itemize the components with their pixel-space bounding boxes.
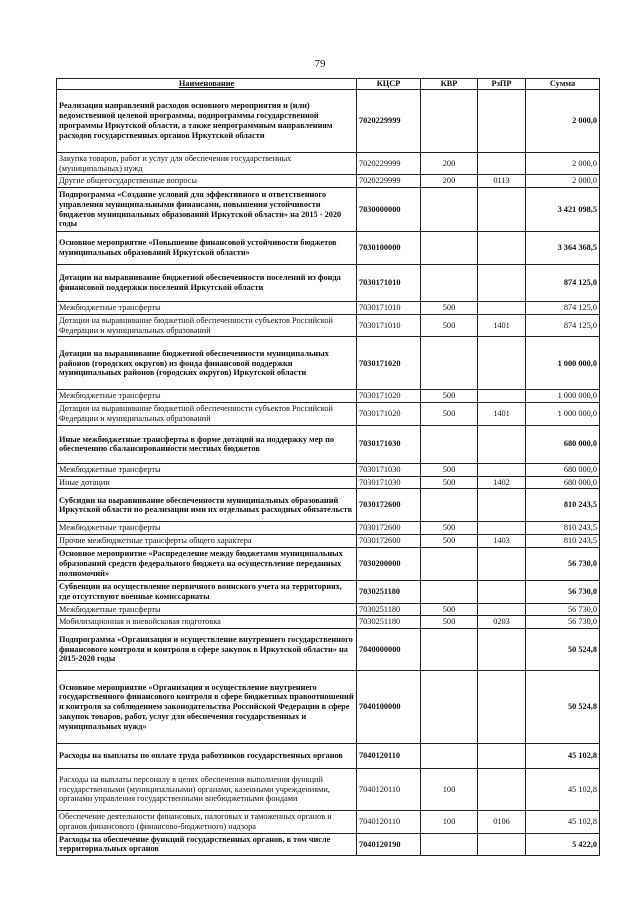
row-kcsr: 7030251180	[357, 616, 421, 629]
row-sum: 810 243,5	[526, 489, 600, 522]
row-name: Дотации на выравнивание бюджетной обеспеченности поселений из фонда финансовой поддержки поселений Иркутской области	[57, 265, 357, 302]
row-name: Межбюджетные трансферты	[57, 463, 357, 476]
table-row	[57, 522, 600, 535]
table-row	[57, 671, 600, 744]
row-sum: 874 125,0	[526, 314, 600, 337]
table-row	[57, 403, 600, 426]
row-kcsr: 7030171030	[357, 476, 421, 489]
row-kvr	[421, 629, 478, 671]
row-rzpr	[478, 833, 526, 856]
row-name: Подпрограмма «Организация и осуществление внутреннего государственного финансового контроля и контроля в сфере закупок в Иркутской области» на 2015-2020 годы	[57, 629, 357, 671]
page-number: 79	[314, 58, 326, 70]
row-sum: 5 422,0	[526, 833, 600, 856]
row-rzpr: 0203	[478, 616, 526, 629]
row-rzpr	[478, 232, 526, 265]
row-kvr: 500	[421, 403, 478, 426]
row-kcsr: 7030000000	[357, 188, 421, 232]
row-rzpr	[478, 265, 526, 302]
row-kcsr: 7020229999	[357, 152, 421, 175]
row-kvr: 200	[421, 152, 478, 175]
row-kvr: 500	[421, 463, 478, 476]
row-sum: 45 102,8	[526, 769, 600, 811]
row-sum: 1 000 000,0	[526, 390, 600, 403]
row-name: Межбюджетные трансферты	[57, 390, 357, 403]
row-rzpr: 1401	[478, 314, 526, 337]
row-kvr: 500	[421, 522, 478, 535]
row-sum: 56 730,0	[526, 547, 600, 580]
row-sum: 1 000 000,0	[526, 403, 600, 426]
row-kcsr: 7030172600	[357, 489, 421, 522]
row-rzpr: 1401	[478, 403, 526, 426]
table-row	[57, 425, 600, 463]
row-rzpr	[478, 671, 526, 744]
row-kcsr: 7030171010	[357, 265, 421, 302]
row-kcsr: 7030172600	[357, 522, 421, 535]
table-header-row	[57, 79, 600, 90]
row-kvr	[421, 833, 478, 856]
row-name: Закупка товаров, работ и услуг для обеспечения государственных (муниципальных) нужд	[57, 152, 357, 175]
row-rzpr	[478, 547, 526, 580]
row-name: Субвенции на осуществление первичного воинского учета на территориях, где отсутствуют военные комиссариаты	[57, 580, 357, 603]
row-kcsr: 7030171020	[357, 403, 421, 426]
table-row	[57, 535, 600, 548]
table-row	[57, 337, 600, 390]
row-name: Обеспечение деятельности финансовых, налоговых и таможенных органов и органов финансового (финансово-бюджетного) надзора	[57, 811, 357, 834]
row-kcsr: 7040120110	[357, 744, 421, 769]
row-rzpr	[478, 629, 526, 671]
row-sum: 45 102,8	[526, 744, 600, 769]
row-name: Основное мероприятие «Распределение между бюджетами муниципальных образований средств федерального бюджета на осуществление переданных полномочий»	[57, 547, 357, 580]
row-kvr	[421, 671, 478, 744]
table-row	[57, 489, 600, 522]
row-rzpr	[478, 390, 526, 403]
row-name: Другие общегосударственные вопросы	[57, 175, 357, 188]
table-row	[57, 616, 600, 629]
row-name: Межбюджетные трансферты	[57, 603, 357, 616]
row-kvr: 500	[421, 476, 478, 489]
table-row	[57, 463, 600, 476]
table-row	[57, 744, 600, 769]
row-sum: 56 730,0	[526, 580, 600, 603]
table-row	[57, 603, 600, 616]
row-sum: 874 125,0	[526, 302, 600, 315]
row-kcsr: 7040100000	[357, 671, 421, 744]
row-kvr	[421, 489, 478, 522]
row-kvr	[421, 265, 478, 302]
row-kcsr: 7040120190	[357, 833, 421, 856]
row-kvr	[421, 547, 478, 580]
row-rzpr	[478, 744, 526, 769]
row-sum: 56 730,0	[526, 616, 600, 629]
row-kcsr: 7030171030	[357, 463, 421, 476]
table-row	[57, 152, 600, 175]
table-row	[57, 302, 600, 315]
row-rzpr	[478, 337, 526, 390]
header-name: Наименование	[57, 79, 357, 90]
header-sum: Сумма	[526, 79, 600, 90]
row-kvr	[421, 337, 478, 390]
row-name: Дотации на выравнивание бюджетной обеспеченности муниципальных районов (городских округов) из фонда финансовой поддержки муниципальных районов (городских округов) Иркутской области	[57, 337, 357, 390]
row-rzpr	[478, 425, 526, 463]
row-name: Иные межбюджетные трансферты в форме дотаций на поддержку мер по обеспечению сбалансированности местных бюджетов	[57, 425, 357, 463]
row-rzpr: 1402	[478, 476, 526, 489]
row-rzpr: 1403	[478, 535, 526, 548]
row-kvr	[421, 89, 478, 152]
row-rzpr	[478, 769, 526, 811]
row-kvr: 100	[421, 769, 478, 811]
row-rzpr	[478, 489, 526, 522]
row-name: Иные дотации	[57, 476, 357, 489]
table-row	[57, 232, 600, 265]
row-kcsr: 7030100000	[357, 232, 421, 265]
row-kcsr: 7030171020	[357, 390, 421, 403]
row-sum: 2 000,0	[526, 89, 600, 152]
row-name: Расходы на выплаты персоналу в целях обеспечения выполнения функций государственными (муниципальными) органами, казенными учреждениями, органами управления государственными внебюджетными фондами	[57, 769, 357, 811]
row-rzpr	[478, 152, 526, 175]
row-sum: 810 243,5	[526, 522, 600, 535]
row-kvr	[421, 580, 478, 603]
table-row	[57, 769, 600, 811]
row-sum: 810 243,5	[526, 535, 600, 548]
table-row	[57, 175, 600, 188]
row-kcsr: 7040000000	[357, 629, 421, 671]
row-name: Реализация направлений расходов основного мероприятия и (или) ведомственной целевой программы, подпрограммы государственной программы Иркутской области, а также непрограммным направлениям расходов государственных органов Иркутской области	[57, 89, 357, 152]
row-name: Основное мероприятие «Повышение финансовой устойчивости бюджетов муниципальных образований Иркутской области»	[57, 232, 357, 265]
row-rzpr	[478, 522, 526, 535]
row-rzpr	[478, 463, 526, 476]
row-kcsr: 7030200000	[357, 547, 421, 580]
row-sum: 680 000,0	[526, 463, 600, 476]
table-row	[57, 188, 600, 232]
row-kvr: 500	[421, 314, 478, 337]
row-name: Подпрограмма «Создание условий для эффективного и ответственного управления муниципальными финансами, повышения устойчивости бюджетов муниципальных образований Иркутской области» на 2015 - 2020 годы	[57, 188, 357, 232]
row-kcsr: 7030251180	[357, 603, 421, 616]
row-kcsr: 7040120110	[357, 769, 421, 811]
row-rzpr	[478, 188, 526, 232]
row-name: Субсидии на выравнивание обеспеченности муниципальных образований Иркутской области по реализации ими их отдельных расходных обязательств	[57, 489, 357, 522]
row-sum: 874 125,0	[526, 265, 600, 302]
row-kvr	[421, 744, 478, 769]
table-row	[57, 476, 600, 489]
row-sum: 2 000,0	[526, 152, 600, 175]
table-row	[57, 833, 600, 856]
row-name: Основное мероприятие «Организация и осуществление внутреннего государственного финансового контроля в сфере бюджетных правоотношений и контроля за соблюдением законодательства Российской Федерации в сфере закупок товаров, работ, услуг для обеспечения государственных и муниципальных нужд»	[57, 671, 357, 744]
table-row	[57, 811, 600, 834]
row-name: Мобилизационная и вневойсковая подготовка	[57, 616, 357, 629]
row-rzpr: 0113	[478, 175, 526, 188]
row-kcsr: 7020229999	[357, 89, 421, 152]
table-row	[57, 580, 600, 603]
row-kcsr: 7030171010	[357, 302, 421, 315]
row-sum: 56 730,0	[526, 603, 600, 616]
row-kvr: 100	[421, 811, 478, 834]
row-rzpr	[478, 580, 526, 603]
row-name: Расходы на выплаты по оплате труда работников государственных органов	[57, 744, 357, 769]
budget-table	[56, 78, 600, 856]
row-sum: 680 000,0	[526, 476, 600, 489]
row-kvr: 200	[421, 175, 478, 188]
row-name: Межбюджетные трансферты	[57, 302, 357, 315]
table-row	[57, 89, 600, 152]
row-rzpr	[478, 603, 526, 616]
row-kcsr: 7030172600	[357, 535, 421, 548]
table-row	[57, 547, 600, 580]
row-rzpr	[478, 302, 526, 315]
row-kcsr: 7030171010	[357, 314, 421, 337]
row-sum: 2 000,0	[526, 175, 600, 188]
row-kcsr: 7020229999	[357, 175, 421, 188]
row-kvr	[421, 188, 478, 232]
header-rzpr: РзПР	[478, 79, 526, 90]
header-kvr: КВР	[421, 79, 478, 90]
row-rzpr	[478, 89, 526, 152]
row-name: Межбюджетные трансферты	[57, 522, 357, 535]
row-sum: 3 421 098,5	[526, 188, 600, 232]
row-kvr	[421, 232, 478, 265]
table-row	[57, 629, 600, 671]
row-kvr: 500	[421, 302, 478, 315]
row-name: Прочие межбюджетные трансферты общего характера	[57, 535, 357, 548]
row-kvr: 500	[421, 603, 478, 616]
table-row	[57, 390, 600, 403]
row-sum: 1 000 000,0	[526, 337, 600, 390]
row-sum: 45 102,8	[526, 811, 600, 834]
row-name: Расходы на обеспечение функций государственных органов, в том числе территориальных органов	[57, 833, 357, 856]
row-kvr: 500	[421, 535, 478, 548]
row-kvr: 500	[421, 390, 478, 403]
row-sum: 50 524,8	[526, 671, 600, 744]
row-kvr	[421, 425, 478, 463]
row-kcsr: 7030171020	[357, 337, 421, 390]
row-rzpr: 0106	[478, 811, 526, 834]
row-kcsr: 7030251180	[357, 580, 421, 603]
row-sum: 50 524,8	[526, 629, 600, 671]
row-kvr: 500	[421, 616, 478, 629]
row-kcsr: 7040120110	[357, 811, 421, 834]
row-name: Дотации на выравнивание бюджетной обеспеченности субъектов Российской Федерации и муниципальных образований	[57, 314, 357, 337]
row-sum: 3 364 368,5	[526, 232, 600, 265]
row-name: Дотации на выравнивание бюджетной обеспеченности субъектов Российской Федерации и муниципальных образований	[57, 403, 357, 426]
header-kcsr: КЦСР	[357, 79, 421, 90]
table-row	[57, 265, 600, 302]
row-kcsr: 7030171030	[357, 425, 421, 463]
row-sum: 680 000,0	[526, 425, 600, 463]
table-row	[57, 314, 600, 337]
